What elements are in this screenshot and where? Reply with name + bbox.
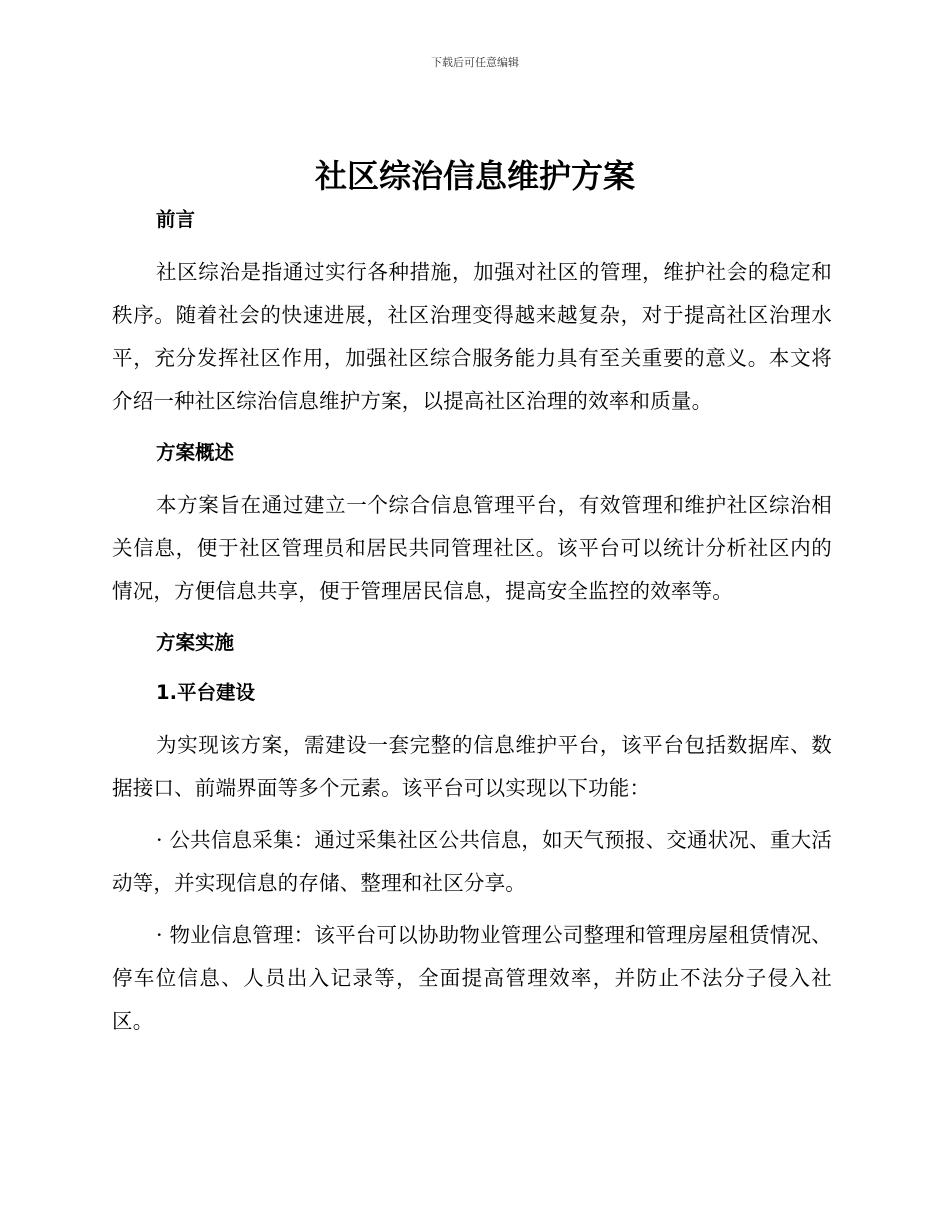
header-note: 下载后可任意编辑 bbox=[431, 56, 519, 69]
section-heading-implementation: 方案实施 bbox=[156, 631, 235, 654]
bullet-paragraph: · 公共信息采集：通过采集社区公共信息，如天气预报、交通状况、重大活动等，并实现信息的存储、整理和社区分享。 bbox=[112, 828, 832, 895]
document-body bbox=[112, 200, 832, 1043]
document-title: 社区综治信息维护方案 bbox=[314, 157, 635, 195]
section-heading-preface: 前言 bbox=[156, 208, 196, 231]
paragraph: 本方案旨在通过建立一个综合信息管理平台，有效管理和维护社区综治相关信息，便于社区管理员和居民共同管理社区。该平台可以统计分析社区内的情况，方便信息共享，便于管理居民信息，提高安全监控的效率等。 bbox=[112, 493, 832, 603]
section-heading-overview: 方案概述 bbox=[156, 441, 235, 464]
section-heading-platform: 1.平台建设 bbox=[156, 681, 255, 704]
bullet-paragraph: · 物业信息管理：该平台可以协助物业管理公司整理和管理房屋租赁情况、停车位信息、人员出入记录等，全面提高管理效率，并防止不法分子侵入社区。 bbox=[112, 923, 832, 1033]
paragraph: 社区综治是指通过实行各种措施，加强对社区的管理，维护社会的稳定和秩序。随着社会的快速进展，社区治理变得越来越复杂，对于提高社区治理水平，充分发挥社区作用，加强社区综合服务能力具有至关重要的意义。本文将介绍一种社区综治信息维护方案，以提高社区治理的效率和质量。 bbox=[112, 260, 832, 413]
paragraph: 为实现该方案，需建设一套完整的信息维护平台，该平台包括数据库、数据接口、前端界面等多个元素。该平台可以实现以下功能： bbox=[112, 733, 832, 800]
